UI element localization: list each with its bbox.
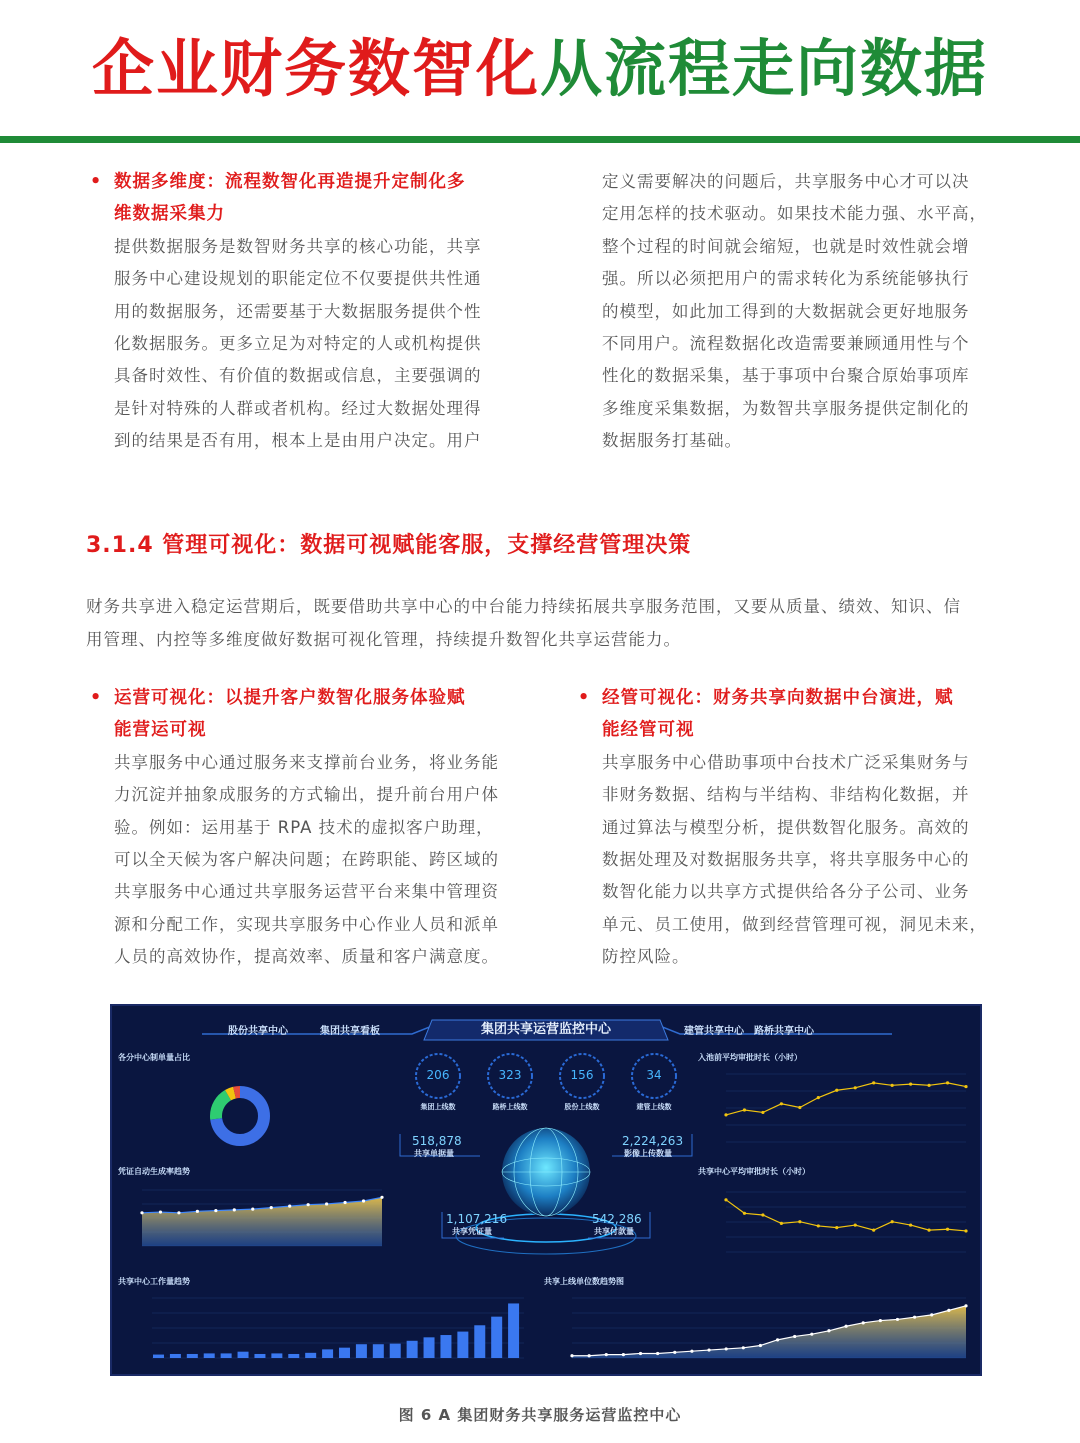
text-line: 用管理、内控等多维度做好数据可视化管理，持续提升数智化共享运营能力。: [86, 630, 681, 649]
data-point: [588, 1354, 591, 1357]
kpi-value: 518,878: [412, 1134, 462, 1148]
section2-left-heading: [86, 682, 526, 747]
text-line: 数据处理及对数据服务共享，将共享服务中心的: [602, 850, 970, 870]
section2-intro: [86, 590, 1006, 656]
section1-left-paragraph: [86, 231, 526, 458]
heading-line: • 数据多维度：流程数智化再造提升定制化多: [114, 172, 466, 192]
kpi-label: 共享付款量: [594, 1227, 634, 1236]
approval-before-chart: [724, 1074, 967, 1142]
kpi-label: 共享凭证量: [452, 1227, 492, 1236]
data-point: [844, 1325, 847, 1328]
text-line: 财务共享进入稳定运营期后，既要借助共享中心的中台能力持续拓展共享服务范围，又要从质量、绩效、知识、信: [86, 597, 961, 616]
section2-left-column: [86, 682, 526, 974]
text-line: 共享服务中心通过服务来支撑前台业务，将业务能: [114, 752, 499, 772]
title-part-green: 从流程走向数据: [540, 32, 989, 105]
bar: [356, 1344, 367, 1358]
data-point: [891, 1084, 894, 1087]
data-point: [780, 1102, 783, 1105]
data-point: [159, 1210, 162, 1213]
text-line: 非财务数据、结构与半结构、非结构化数据，并: [602, 785, 970, 805]
data-point: [798, 1220, 801, 1223]
text-line: 定义需要解决的问题后，共享服务中心才可以决: [602, 172, 970, 191]
data-point: [725, 1347, 728, 1350]
data-point: [909, 1083, 912, 1086]
data-point: [196, 1210, 199, 1213]
text-line: 性化的数据采集，基于事项中台聚合原始事项库: [602, 366, 970, 386]
bar: [187, 1354, 198, 1358]
dashboard-figure: [110, 1004, 982, 1376]
text-line: 服务中心建设规划的职能定位不仅要提供共性通: [114, 269, 482, 289]
approval-center-chart: [724, 1192, 967, 1252]
data-point: [743, 1212, 746, 1215]
text-line: 用的数据服务，还需要基于大数据服务提供个性: [114, 301, 482, 321]
data-point: [780, 1222, 783, 1225]
data-point: [827, 1329, 830, 1332]
page-title: [0, 32, 1080, 105]
data-point: [891, 1220, 894, 1223]
bar: [221, 1353, 232, 1358]
heading-line: • 运营可视化：以提升客户数智化服务体验赋: [114, 688, 466, 708]
text-line: 强。所以必须把用户的需求转化为系统能够执行: [602, 269, 970, 289]
data-point: [380, 1196, 383, 1199]
data-point: [798, 1106, 801, 1109]
text-line: 整个过程的时间就会缩短，也就是时效性就会增: [602, 236, 970, 256]
data-point: [879, 1319, 882, 1322]
text-line: 到的结果是否有用，根本上是由用户决定。用户: [114, 431, 482, 451]
data-point: [793, 1335, 796, 1338]
data-point: [810, 1333, 813, 1336]
data-point: [233, 1208, 236, 1211]
ring-label: 建管上线数: [636, 1103, 672, 1111]
data-point: [742, 1346, 745, 1349]
data-point: [946, 1228, 949, 1231]
data-point: [639, 1352, 642, 1355]
ring-value: 323: [498, 1068, 522, 1082]
data-point: [835, 1089, 838, 1092]
workload-chart: [152, 1298, 524, 1358]
data-point: [930, 1313, 933, 1316]
panel-title: 各分中心制单量占比: [118, 1053, 190, 1062]
data-point: [776, 1338, 779, 1341]
data-point: [872, 1229, 875, 1232]
dashboard-tab[interactable]: 集团共享看板: [320, 1026, 380, 1037]
donut-chart: [216, 1092, 264, 1140]
data-point: [854, 1086, 857, 1089]
bar: [407, 1341, 418, 1358]
bar: [271, 1353, 282, 1358]
text-line: 数据服务打基础。: [602, 431, 742, 451]
data-point: [343, 1201, 346, 1204]
heading-line: 维数据采集力: [114, 204, 225, 225]
text-line: 共享服务中心借助事项中台技术广泛采集财务与: [602, 752, 970, 772]
section1-left-heading: [86, 166, 526, 231]
data-point: [307, 1203, 310, 1206]
bar: [322, 1349, 333, 1358]
ring-value: 156: [570, 1068, 594, 1082]
kpi-value: 1,107,216: [446, 1212, 508, 1226]
data-point: [862, 1321, 865, 1324]
bar: [288, 1354, 299, 1358]
data-point: [761, 1213, 764, 1216]
heading-line: 能经管可视: [602, 720, 695, 741]
data-point: [724, 1113, 727, 1116]
data-point: [817, 1096, 820, 1099]
data-point: [946, 1081, 949, 1084]
bar: [508, 1303, 519, 1358]
bar: [153, 1355, 164, 1358]
data-point: [964, 1085, 967, 1088]
title-bar: [0, 0, 1080, 140]
section2-right-paragraph: [574, 747, 1014, 974]
data-point: [270, 1206, 273, 1209]
text-line: 人员的高效协作，提高效率、质量和客户满意度。: [114, 947, 499, 967]
text-line: 多维度采集数据，为数智共享服务提供定制化的: [602, 398, 970, 418]
title-divider: [0, 136, 1080, 143]
text-line: 提供数据服务是数智财务共享的核心功能，共享: [114, 236, 482, 256]
figure-caption: 图 6 A 集团财务共享服务运营监控中心: [398, 1406, 682, 1424]
panel-title: 共享中心工作量趋势: [118, 1277, 190, 1286]
bar: [424, 1337, 435, 1358]
bar: [390, 1344, 401, 1358]
section1-left-column: [86, 166, 526, 458]
dashboard-tab[interactable]: 股份共享中心: [228, 1026, 288, 1037]
section-heading: 3.1.4 管理可视化：数据可视赋能客服，支撑经营管理决策: [86, 533, 692, 558]
voucher-rate-chart: [140, 1190, 383, 1246]
data-point: [927, 1084, 930, 1087]
data-point: [325, 1202, 328, 1205]
data-point: [759, 1344, 762, 1347]
area-fill: [142, 1197, 382, 1246]
ring-label: 股份上线数: [564, 1103, 600, 1111]
bar: [457, 1332, 468, 1358]
dashboard-tab[interactable]: 路桥共享中心: [754, 1026, 814, 1037]
text-line: 源和分配工作，实现共享服务中心作业人员和派单: [114, 914, 499, 934]
panel-title: 入池前平均审批时长（小时）: [698, 1053, 802, 1062]
ring-label: 路桥上线数: [492, 1103, 528, 1111]
data-point: [570, 1354, 573, 1357]
kpi-label: 影像上传数量: [624, 1149, 672, 1158]
panel-title: 凭证自动生成率趋势: [118, 1167, 190, 1176]
heading-line: 能营运可视: [114, 720, 207, 741]
text-line: 通过算法与模型分析，提供数智化服务。高效的: [602, 817, 970, 837]
kpi-value: 2,224,263: [622, 1134, 684, 1148]
text-line: 单元、员工使用，做到经营管理可视，洞见未来，: [602, 914, 987, 934]
panel-title: 共享中心平均审批时长（小时）: [698, 1167, 810, 1176]
bar: [373, 1344, 384, 1358]
section2-right-column: [574, 682, 1014, 974]
data-point: [743, 1108, 746, 1111]
data-point: [913, 1316, 916, 1319]
ring-label: 集团上线数: [420, 1103, 456, 1111]
bar: [170, 1354, 181, 1358]
units-chart: [570, 1298, 967, 1358]
dashboard-tab[interactable]: 建管共享中心: [684, 1026, 744, 1037]
data-point: [177, 1211, 180, 1214]
bar: [204, 1353, 215, 1358]
bar: [238, 1352, 249, 1358]
data-point: [964, 1304, 967, 1307]
kpi-label: 共享单据量: [414, 1149, 454, 1158]
data-point: [909, 1223, 912, 1226]
dashboard-title: 集团共享运营监控中心: [480, 1022, 611, 1037]
ring-value: 34: [646, 1068, 662, 1082]
data-point: [927, 1229, 930, 1232]
bar: [474, 1325, 485, 1358]
data-point: [817, 1224, 820, 1227]
text-line: 不同用户。流程数据化改造需要兼顾通用性与个: [602, 334, 970, 354]
ring-value: 206: [426, 1068, 450, 1082]
data-point: [140, 1211, 143, 1214]
data-point: [673, 1351, 676, 1354]
kpi-value: 542,286: [592, 1212, 642, 1226]
bar: [305, 1353, 316, 1358]
bar: [339, 1348, 350, 1358]
heading-line: • 经管可视化：财务共享向数据中台演进，赋: [602, 688, 954, 708]
data-point: [214, 1209, 217, 1212]
section2-left-paragraph: [86, 747, 526, 974]
section2-right-heading: [574, 682, 1014, 747]
text-line: 防控风险。: [602, 947, 690, 967]
bar: [254, 1354, 265, 1358]
bar: [491, 1317, 502, 1358]
data-point: [761, 1111, 764, 1114]
area-fill: [572, 1306, 966, 1358]
series-line: [726, 1083, 966, 1115]
section1-right-column: [602, 166, 1012, 458]
text-line: 数智化能力以共享方式提供给各分子公司、业务: [602, 882, 970, 902]
title-part-red: 企业财务数智化: [91, 32, 540, 105]
text-line: 可以全天候为客户解决问题；在跨职能、跨区域的: [114, 850, 499, 870]
text-line: 是针对特殊的人群或者机构。经过大数据处理得: [114, 398, 482, 418]
text-line: 具备时效性、有价值的数据或信息，主要强调的: [114, 366, 482, 386]
text-line: 力沉淀并抽象成服务的方式输出，提升前台用户体: [114, 785, 499, 805]
data-point: [656, 1352, 659, 1355]
text-line: 化数据服务。更多立足为对特定的人或机构提供: [114, 334, 482, 354]
data-point: [251, 1208, 254, 1211]
data-point: [854, 1223, 857, 1226]
text-line: 验。例如：运用基于 RPA 技术的虚拟客户助理，: [114, 817, 494, 837]
dashboard-graphics: [112, 1006, 980, 1374]
panel-title: 共享上线单位数趋势图: [544, 1277, 624, 1286]
text-line: 共享服务中心通过共享服务运营平台来集中管理资: [114, 882, 499, 902]
data-point: [707, 1348, 710, 1351]
data-point: [835, 1226, 838, 1229]
data-point: [622, 1353, 625, 1356]
text-line: 的模型，如此加工得到的大数据就会更好地服务: [602, 301, 970, 321]
data-point: [947, 1309, 950, 1312]
data-point: [896, 1318, 899, 1321]
data-point: [724, 1198, 727, 1201]
text-line: 定用怎样的技术驱动。如果技术能力强、水平高，: [602, 204, 987, 224]
data-point: [690, 1350, 693, 1353]
bar: [440, 1335, 451, 1358]
data-point: [362, 1199, 365, 1202]
data-point: [605, 1353, 608, 1356]
data-point: [872, 1081, 875, 1084]
data-point: [964, 1229, 967, 1232]
data-point: [288, 1205, 291, 1208]
